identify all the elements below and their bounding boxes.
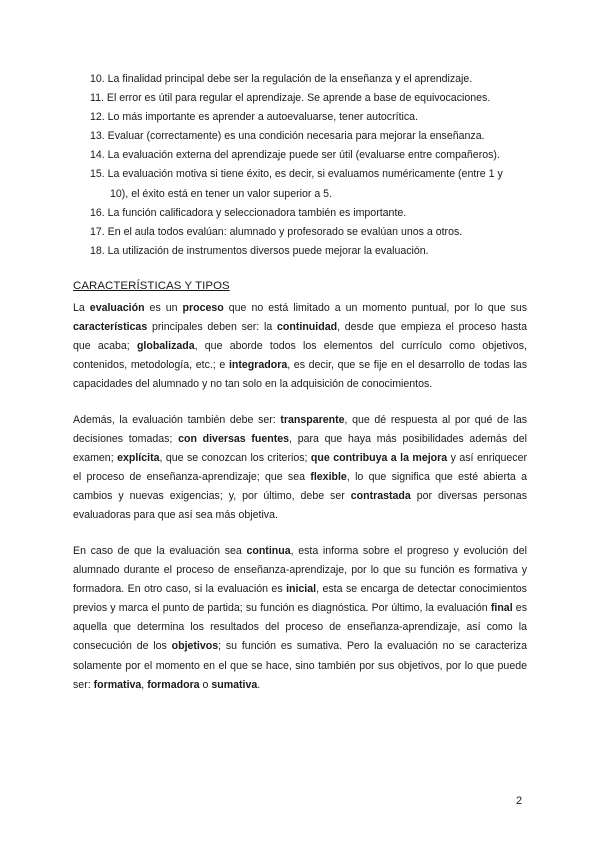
- list-item-continuation: 10), el éxito está en tener un valor superior a 5.: [110, 187, 333, 200]
- list-item: 16. La función calificadora y seleccionadora también es importante.: [90, 206, 407, 219]
- text-run: por diversas personas evaluadoras para que así sea más objetiva.: [73, 490, 527, 522]
- text-run: es aquella que determina los resultados del proceso de enseñanza-aprendizaje, así como la consecución de los: [73, 602, 527, 653]
- text-run: ,: [141, 678, 148, 691]
- text-run: que no está limitado a un momento puntual, por lo que sus: [223, 302, 528, 314]
- text-run: principales deben ser: la: [147, 321, 278, 334]
- bold-term: continuidad: [277, 321, 338, 334]
- list-item: 15. La evaluación motiva si tiene éxito, es decir, si evaluamos numéricamente (entre 1 y: [90, 168, 503, 181]
- list-item: 17. En el aula todos evalúan: alumnado y profesorado se evalúan unos a otros.: [90, 225, 463, 238]
- text-run: , desde que empieza el proceso hasta que acaba;: [73, 321, 527, 353]
- paragraph-qualities: [73, 411, 527, 526]
- text-run: es un: [144, 302, 183, 314]
- numbered-list: [90, 70, 530, 261]
- section-heading: CARACTERÍSTICAS Y TIPOS: [73, 280, 230, 292]
- bold-term: integradora: [228, 359, 288, 372]
- text-run: , es decir, que se fije en el desarrollo de todas las capacidades del alumnado y no tan solo en la adquisición de conocimientos.: [73, 359, 527, 391]
- text-run: .: [257, 678, 261, 691]
- text-run: y así enriquecer el proceso de enseñanza-aprendizaje; que sea: [73, 452, 528, 484]
- text-run: ; su función es sumativa. Pero la evaluación no se caracteriza solamente por el momento en el que se hace, sino también por sus objetivos, por lo que puede ser:: [73, 640, 527, 691]
- list-item: 13. Evaluar (correctamente) es una condición necesaria para mejorar la enseñanza.: [90, 130, 485, 143]
- list-item: 10. La finalidad principal debe ser la regulación de la enseñanza y el aprendizaje.: [90, 73, 473, 85]
- text-run: , que dé respuesta al por qué de las decisiones tomadas;: [73, 414, 528, 446]
- bold-term: continua: [246, 545, 291, 557]
- text-run: Además, la evaluación también debe ser:: [73, 414, 281, 426]
- bold-term: proceso: [182, 302, 224, 314]
- bold-term: evaluación: [89, 302, 145, 314]
- bold-term: características: [73, 321, 148, 334]
- text-run: , para que haya más posibilidades además del examen;: [73, 433, 527, 465]
- text-run: , esta informa sobre el progreso y evolución del alumnado durante el proceso de enseñanza-aprendizaje, por lo que su función es formativa y formadora. En otro caso, si la evaluación es: [73, 545, 528, 596]
- list-item: 14. La evaluación externa del aprendizaje puede ser útil (evaluarse entre compañeros).: [90, 149, 500, 162]
- bold-term: que contribuya a la mejora: [310, 452, 448, 465]
- list-item: 11. El error es útil para regular el aprendizaje. Se aprende a base de equivocaciones.: [90, 92, 491, 105]
- text-run: , que se conozcan los criterios;: [159, 452, 311, 465]
- paragraph-types: [73, 542, 527, 695]
- text-run: En caso de que la evaluación sea: [73, 545, 247, 557]
- bold-term: inicial: [286, 583, 317, 596]
- text-run: , esta se encarga de detectar conocimientos previos y marca el punto de partida; su función es diagnóstica. Por último, la evaluación: [73, 583, 527, 615]
- bold-term: explícita: [117, 452, 160, 465]
- text-run: , que aborde todos los elementos del currículo como objetivos, contenidos, metodología, etc.; e: [73, 340, 527, 372]
- list-item: 18. La utilización de instrumentos diversos puede mejorar la evaluación.: [90, 244, 429, 257]
- bold-term: globalizada: [136, 340, 195, 353]
- bold-term: formadora: [147, 678, 200, 691]
- bold-term: transparente: [280, 414, 345, 426]
- page-number: 2: [516, 795, 523, 807]
- text-run: , lo que significa que esté abierta a cambios y nuevas exigencias; y, por último, debe ser: [73, 471, 527, 503]
- bold-term: final: [490, 602, 513, 615]
- list-item: 12. Lo más importante es aprender a autoevaluarse, tener autocrítica.: [90, 111, 419, 124]
- paragraph-characteristics: [73, 299, 527, 394]
- text-run: La: [73, 302, 90, 314]
- bold-term: sumativa: [211, 678, 258, 691]
- bold-term: objetivos: [171, 640, 219, 653]
- bold-term: formativa: [93, 678, 142, 691]
- bold-term: con diversas fuentes: [178, 433, 290, 446]
- bold-term: contrastada: [350, 490, 411, 503]
- bold-term: flexible: [310, 471, 347, 484]
- text-run: o: [199, 678, 212, 691]
